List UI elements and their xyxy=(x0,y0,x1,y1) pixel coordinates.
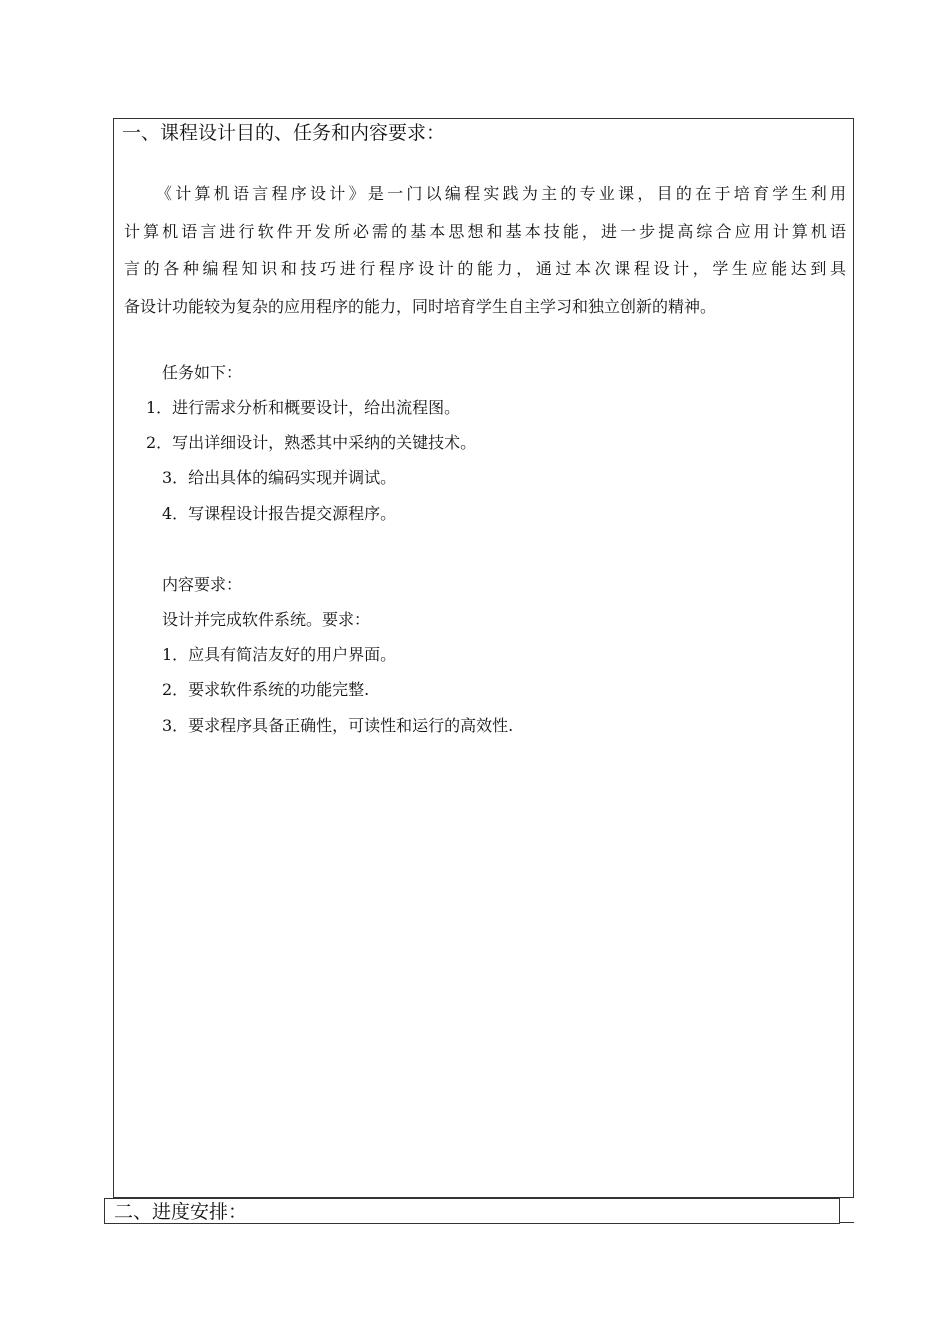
task-item: 4．写课程设计报告提交源程序。 xyxy=(162,504,397,523)
requirement-item: 1．应具有简洁友好的用户界面。 xyxy=(162,645,397,664)
section-2-title: 二、进度安排： xyxy=(114,1201,248,1223)
section-2-frame-tail xyxy=(840,1222,854,1223)
requirement-item: 3．要求程序具备正确性，可读性和运行的高效性. xyxy=(162,716,514,735)
purpose-paragraph xyxy=(124,175,846,325)
tasks-heading: 任务如下： xyxy=(162,363,243,382)
requirement-item: 2．要求软件系统的功能完整. xyxy=(162,680,370,699)
task-item: 1．进行需求分析和概要设计，给出流程图。 xyxy=(146,398,461,417)
paragraph-line: 言的各种编程知识和技巧进行程序设计的能力，通过本次课程设计，学生应能达到具 xyxy=(124,259,846,278)
task-item: 3．给出具体的编码实现并调试。 xyxy=(162,468,397,487)
paragraph-line: 《计算机语言程序设计》是一门以编程实践为主的专业课，目的在于培育学生利用 xyxy=(156,184,846,203)
section-1-title: 一、课程设计目的、任务和内容要求： xyxy=(122,122,446,144)
paragraph-line: 备设计功能较为复杂的应用程序的能力，同时培育学生自主学习和独立创新的精神。 xyxy=(124,296,717,316)
paragraph-line: 计算机语言进行软件开发所必需的基本思想和基本技能，进一步提高综合应用计算机语 xyxy=(124,221,846,241)
task-item: 2．写出详细设计，熟悉其中采纳的关键技术。 xyxy=(146,433,477,452)
requirements-heading: 内容要求： xyxy=(162,575,243,594)
requirements-intro: 设计并完成软件系统。要求： xyxy=(162,610,371,629)
